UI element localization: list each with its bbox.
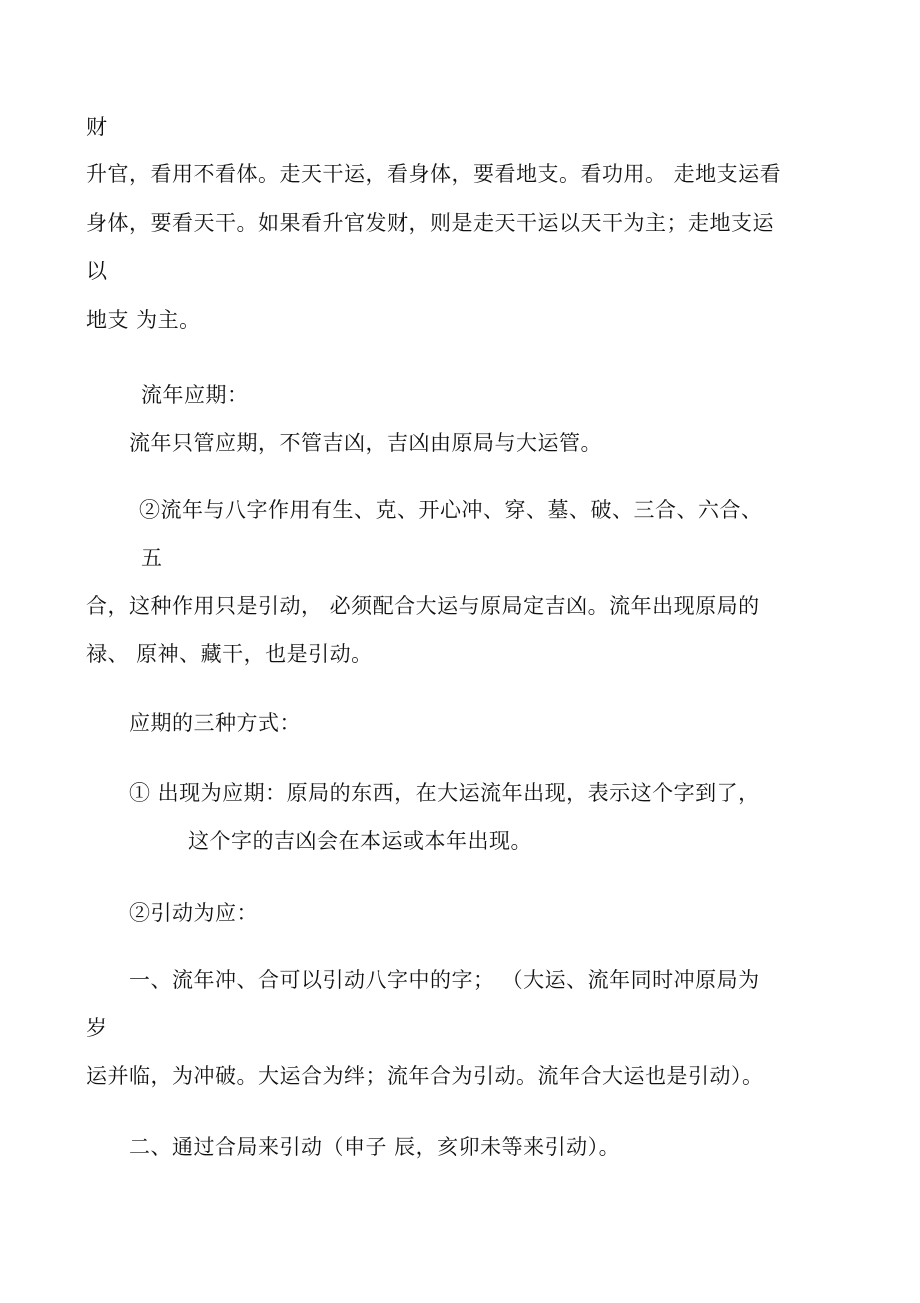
text-line-9: 五 — [141, 546, 163, 570]
text-line-19: 二、通过合局来引动（申子 辰，亥卯未等来引动）。 — [129, 1135, 621, 1159]
text-line-1: 财 — [86, 115, 108, 139]
text-line-14: 这个字的吉凶会在本运或本年出现。 — [188, 829, 532, 853]
text-line-13: ① 出现为应期：原局的东西，在大运流年出现，表示这个字到了， — [129, 781, 760, 805]
text-line-11: 禄、 原神、藏干，也是引动。 — [86, 642, 373, 666]
text-line-5: 地支 为主。 — [86, 308, 201, 332]
section-heading-liunian: 流年应期： — [141, 383, 249, 407]
text-line-17: 岁 — [86, 1016, 108, 1040]
section-heading-three-ways: 应期的三种方式： — [129, 711, 301, 735]
text-line-10: 合，这种作用只是引动， 必须配合大运与原局定吉凶。流年出现原局的 — [86, 594, 760, 618]
text-line-3: 身体，要看天干。如果看升官发财，则是走天干运以天干为主；走地支运 — [86, 211, 774, 235]
text-line-18: 运并临，为冲破。大运合为绊；流年合为引动。流年合大运也是引动）。 — [86, 1064, 764, 1088]
text-line-8: ②流年与八字作用有生、克、开心冲、穿、墓、破、三合、六合、 — [139, 498, 763, 522]
text-line-2: 升官，看用不看体。走天干运，看身体，要看地支。看功用。 走地支运看 — [86, 162, 782, 186]
text-line-16: 一、流年冲、合可以引动八字中的字； （大运、流年同时冲原局为 — [129, 968, 760, 992]
text-line-4: 以 — [86, 259, 108, 283]
text-line-15: ②引动为应： — [129, 901, 258, 925]
text-line-7: 流年只管应期，不管吉凶，吉凶由原局与大运管。 — [129, 431, 602, 455]
